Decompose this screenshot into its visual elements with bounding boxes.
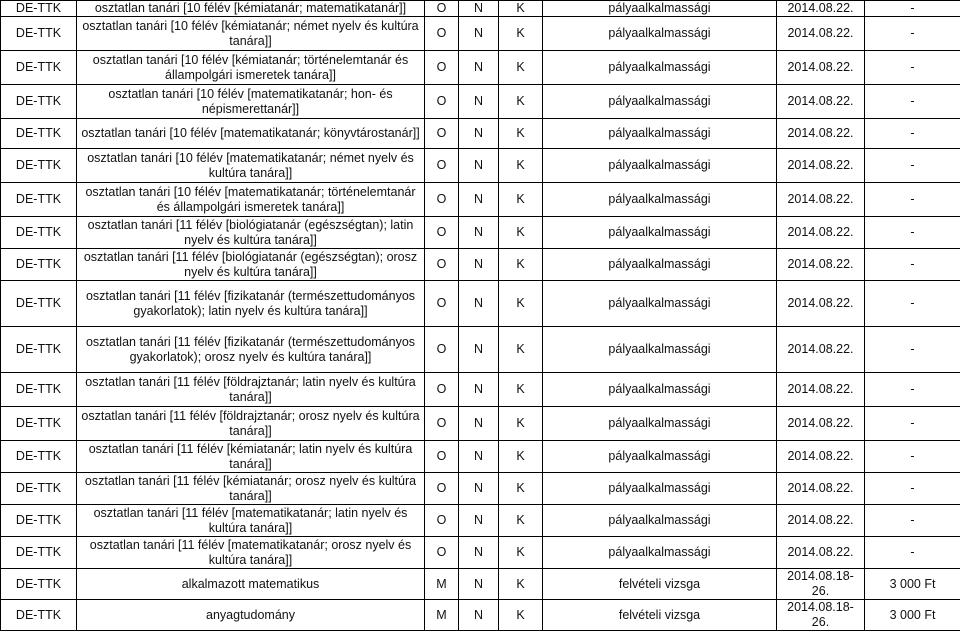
exam-date-cell: 2014.08.22. bbox=[777, 537, 865, 569]
form-code-cell: O bbox=[425, 217, 459, 249]
program-cell: osztatlan tanári [10 félév [matematikatanár; könyvtárostanár]] bbox=[77, 119, 425, 149]
exam-type-cell: pályaalkalmassági bbox=[543, 183, 777, 217]
exam-type-cell: felvételi vizsga bbox=[543, 600, 777, 631]
form-code-cell: M bbox=[425, 569, 459, 600]
table-row bbox=[1, 17, 960, 51]
table-row bbox=[1, 281, 960, 327]
exam-date-cell: 2014.08.22. bbox=[777, 51, 865, 85]
program-cell: osztatlan tanári [11 félév [földrajztanár; orosz nyelv és kultúra tanára]] bbox=[77, 407, 425, 441]
program-cell: osztatlan tanári [11 félév [fizikatanár (természettudományos gyakorlatok); orosz nyelv és kultúra tanára]] bbox=[77, 327, 425, 373]
schedule-code-cell: N bbox=[459, 183, 499, 217]
institution-cell: DE-TTK bbox=[1, 473, 77, 505]
fee-cell: - bbox=[865, 537, 960, 569]
form-code-cell: O bbox=[425, 249, 459, 281]
program-cell: anyagtudomány bbox=[77, 600, 425, 631]
fee-cell: - bbox=[865, 441, 960, 473]
form-code-cell: O bbox=[425, 327, 459, 373]
schedule-code-cell: N bbox=[459, 505, 499, 537]
institution-cell: DE-TTK bbox=[1, 183, 77, 217]
table-row bbox=[1, 569, 960, 600]
schedule-code-cell: N bbox=[459, 441, 499, 473]
finance-code-cell: K bbox=[499, 51, 543, 85]
finance-code-cell: K bbox=[499, 473, 543, 505]
institution-cell: DE-TTK bbox=[1, 407, 77, 441]
form-code-cell: O bbox=[425, 373, 459, 407]
institution-cell: DE-TTK bbox=[1, 149, 77, 183]
finance-code-cell: K bbox=[499, 217, 543, 249]
exam-type-cell: pályaalkalmassági bbox=[543, 373, 777, 407]
exam-date-cell: 2014.08.22. bbox=[777, 249, 865, 281]
institution-cell: DE-TTK bbox=[1, 281, 77, 327]
finance-code-cell: K bbox=[499, 407, 543, 441]
form-code-cell: O bbox=[425, 183, 459, 217]
program-cell: osztatlan tanári [10 félév [kémiatanár; matematikatanár]] bbox=[77, 1, 425, 17]
fee-cell: 3 000 Ft bbox=[865, 569, 960, 600]
institution-cell: DE-TTK bbox=[1, 505, 77, 537]
form-code-cell: O bbox=[425, 17, 459, 51]
table-row bbox=[1, 1, 960, 17]
institution-cell: DE-TTK bbox=[1, 119, 77, 149]
exam-type-cell: pályaalkalmassági bbox=[543, 441, 777, 473]
finance-code-cell: K bbox=[499, 441, 543, 473]
exam-type-cell: pályaalkalmassági bbox=[543, 249, 777, 281]
table-body bbox=[1, 1, 960, 631]
fee-cell: - bbox=[865, 119, 960, 149]
form-code-cell: O bbox=[425, 281, 459, 327]
institution-cell: DE-TTK bbox=[1, 17, 77, 51]
finance-code-cell: K bbox=[499, 1, 543, 17]
schedule-code-cell: N bbox=[459, 569, 499, 600]
finance-code-cell: K bbox=[499, 537, 543, 569]
institution-cell: DE-TTK bbox=[1, 441, 77, 473]
table-row bbox=[1, 473, 960, 505]
exam-type-cell: felvételi vizsga bbox=[543, 569, 777, 600]
finance-code-cell: K bbox=[499, 569, 543, 600]
schedule-code-cell: N bbox=[459, 149, 499, 183]
program-cell: osztatlan tanári [11 félév [biológiatanár (egészségtan); orosz nyelv és kultúra tanára]] bbox=[77, 249, 425, 281]
table-row bbox=[1, 119, 960, 149]
exam-date-cell: 2014.08.22. bbox=[777, 373, 865, 407]
schedule-code-cell: N bbox=[459, 119, 499, 149]
form-code-cell: O bbox=[425, 537, 459, 569]
fee-cell: - bbox=[865, 217, 960, 249]
exam-type-cell: pályaalkalmassági bbox=[543, 17, 777, 51]
finance-code-cell: K bbox=[499, 505, 543, 537]
schedule-code-cell: N bbox=[459, 1, 499, 17]
exam-date-cell: 2014.08.22. bbox=[777, 119, 865, 149]
schedule-code-cell: N bbox=[459, 217, 499, 249]
finance-code-cell: K bbox=[499, 183, 543, 217]
exam-date-cell: 2014.08.22. bbox=[777, 473, 865, 505]
finance-code-cell: K bbox=[499, 600, 543, 631]
schedule-code-cell: N bbox=[459, 373, 499, 407]
exam-date-cell: 2014.08.18-26. bbox=[777, 569, 865, 600]
schedule-code-cell: N bbox=[459, 85, 499, 119]
institution-cell: DE-TTK bbox=[1, 1, 77, 17]
exam-date-cell: 2014.08.22. bbox=[777, 183, 865, 217]
exam-type-cell: pályaalkalmassági bbox=[543, 407, 777, 441]
fee-cell: - bbox=[865, 281, 960, 327]
form-code-cell: O bbox=[425, 119, 459, 149]
exam-type-cell: pályaalkalmassági bbox=[543, 327, 777, 373]
table-row bbox=[1, 441, 960, 473]
exam-date-cell: 2014.08.22. bbox=[777, 149, 865, 183]
exam-type-cell: pályaalkalmassági bbox=[543, 85, 777, 119]
schedule-code-cell: N bbox=[459, 17, 499, 51]
exam-type-cell: pályaalkalmassági bbox=[543, 149, 777, 183]
table-row bbox=[1, 85, 960, 119]
table-row bbox=[1, 373, 960, 407]
exam-type-cell: pályaalkalmassági bbox=[543, 473, 777, 505]
schedule-code-cell: N bbox=[459, 600, 499, 631]
exam-date-cell: 2014.08.22. bbox=[777, 327, 865, 373]
fee-cell: - bbox=[865, 183, 960, 217]
fee-cell: - bbox=[865, 249, 960, 281]
exam-date-cell: 2014.08.22. bbox=[777, 1, 865, 17]
fee-cell: - bbox=[865, 51, 960, 85]
finance-code-cell: K bbox=[499, 17, 543, 51]
exam-type-cell: pályaalkalmassági bbox=[543, 51, 777, 85]
program-cell: osztatlan tanári [11 félév [kémiatanár; orosz nyelv és kultúra tanára]] bbox=[77, 473, 425, 505]
exam-type-cell: pályaalkalmassági bbox=[543, 281, 777, 327]
table-row bbox=[1, 249, 960, 281]
schedule-code-cell: N bbox=[459, 537, 499, 569]
program-cell: osztatlan tanári [11 félév [kémiatanár; latin nyelv és kultúra tanára]] bbox=[77, 441, 425, 473]
fee-cell: - bbox=[865, 505, 960, 537]
schedule-code-cell: N bbox=[459, 327, 499, 373]
institution-cell: DE-TTK bbox=[1, 569, 77, 600]
table-row bbox=[1, 51, 960, 85]
table-row bbox=[1, 327, 960, 373]
fee-cell: 3 000 Ft bbox=[865, 600, 960, 631]
program-cell: osztatlan tanári [10 félév [matematikatanár; német nyelv és kultúra tanára]] bbox=[77, 149, 425, 183]
program-cell: osztatlan tanári [11 félév [földrajztanár; latin nyelv és kultúra tanára]] bbox=[77, 373, 425, 407]
fee-cell: - bbox=[865, 473, 960, 505]
fee-cell: - bbox=[865, 327, 960, 373]
exam-date-cell: 2014.08.22. bbox=[777, 407, 865, 441]
institution-cell: DE-TTK bbox=[1, 600, 77, 631]
form-code-cell: O bbox=[425, 441, 459, 473]
exam-date-cell: 2014.08.22. bbox=[777, 441, 865, 473]
table-row bbox=[1, 537, 960, 569]
exam-type-cell: pályaalkalmassági bbox=[543, 1, 777, 17]
exam-date-cell: 2014.08.22. bbox=[777, 505, 865, 537]
institution-cell: DE-TTK bbox=[1, 249, 77, 281]
table-row bbox=[1, 407, 960, 441]
table-row bbox=[1, 149, 960, 183]
institution-cell: DE-TTK bbox=[1, 85, 77, 119]
finance-code-cell: K bbox=[499, 85, 543, 119]
exam-date-cell: 2014.08.18-26. bbox=[777, 600, 865, 631]
table-row bbox=[1, 217, 960, 249]
fee-cell: - bbox=[865, 85, 960, 119]
fee-cell: - bbox=[865, 1, 960, 17]
program-cell: osztatlan tanári [10 félév [kémiatanár; történelemtanár és állampolgári ismeretek tanára]] bbox=[77, 51, 425, 85]
form-code-cell: O bbox=[425, 85, 459, 119]
institution-cell: DE-TTK bbox=[1, 327, 77, 373]
table-row bbox=[1, 183, 960, 217]
schedule-code-cell: N bbox=[459, 407, 499, 441]
finance-code-cell: K bbox=[499, 327, 543, 373]
program-cell: osztatlan tanári [10 félév [kémiatanár; német nyelv és kultúra tanára]] bbox=[77, 17, 425, 51]
institution-cell: DE-TTK bbox=[1, 217, 77, 249]
program-cell: osztatlan tanári [10 félév [matematikatanár; hon- és népismerettanár]] bbox=[77, 85, 425, 119]
finance-code-cell: K bbox=[499, 281, 543, 327]
exam-date-cell: 2014.08.22. bbox=[777, 217, 865, 249]
institution-cell: DE-TTK bbox=[1, 373, 77, 407]
program-cell: osztatlan tanári [11 félév [biológiatanár (egészségtan); latin nyelv és kultúra tanára]] bbox=[77, 217, 425, 249]
exam-type-cell: pályaalkalmassági bbox=[543, 217, 777, 249]
finance-code-cell: K bbox=[499, 373, 543, 407]
fee-cell: - bbox=[865, 407, 960, 441]
institution-cell: DE-TTK bbox=[1, 51, 77, 85]
table-row bbox=[1, 505, 960, 537]
exam-type-cell: pályaalkalmassági bbox=[543, 505, 777, 537]
program-cell: osztatlan tanári [11 félév [matematikatanár; orosz nyelv és kultúra tanára]] bbox=[77, 537, 425, 569]
exam-type-cell: pályaalkalmassági bbox=[543, 119, 777, 149]
form-code-cell: O bbox=[425, 149, 459, 183]
finance-code-cell: K bbox=[499, 249, 543, 281]
schedule-code-cell: N bbox=[459, 51, 499, 85]
institution-cell: DE-TTK bbox=[1, 537, 77, 569]
program-cell: osztatlan tanári [10 félév [matematikatanár; történelemtanár és állampolgári ismeretek tanára]] bbox=[77, 183, 425, 217]
schedule-code-cell: N bbox=[459, 281, 499, 327]
form-code-cell: O bbox=[425, 51, 459, 85]
fee-cell: - bbox=[865, 373, 960, 407]
program-cell: alkalmazott matematikus bbox=[77, 569, 425, 600]
form-code-cell: M bbox=[425, 600, 459, 631]
exam-date-cell: 2014.08.22. bbox=[777, 281, 865, 327]
schedule-code-cell: N bbox=[459, 249, 499, 281]
fee-cell: - bbox=[865, 17, 960, 51]
finance-code-cell: K bbox=[499, 149, 543, 183]
schedule-code-cell: N bbox=[459, 473, 499, 505]
table-row bbox=[1, 600, 960, 631]
form-code-cell: O bbox=[425, 473, 459, 505]
form-code-cell: O bbox=[425, 505, 459, 537]
exam-date-cell: 2014.08.22. bbox=[777, 85, 865, 119]
exam-type-cell: pályaalkalmassági bbox=[543, 537, 777, 569]
program-cell: osztatlan tanári [11 félév [fizikatanár (természettudományos gyakorlatok); latin nyelv és kultúra tanára]] bbox=[77, 281, 425, 327]
finance-code-cell: K bbox=[499, 119, 543, 149]
form-code-cell: O bbox=[425, 1, 459, 17]
form-code-cell: O bbox=[425, 407, 459, 441]
program-cell: osztatlan tanári [11 félév [matematikatanár; latin nyelv és kultúra tanára]] bbox=[77, 505, 425, 537]
exam-date-cell: 2014.08.22. bbox=[777, 17, 865, 51]
fee-cell: - bbox=[865, 149, 960, 183]
